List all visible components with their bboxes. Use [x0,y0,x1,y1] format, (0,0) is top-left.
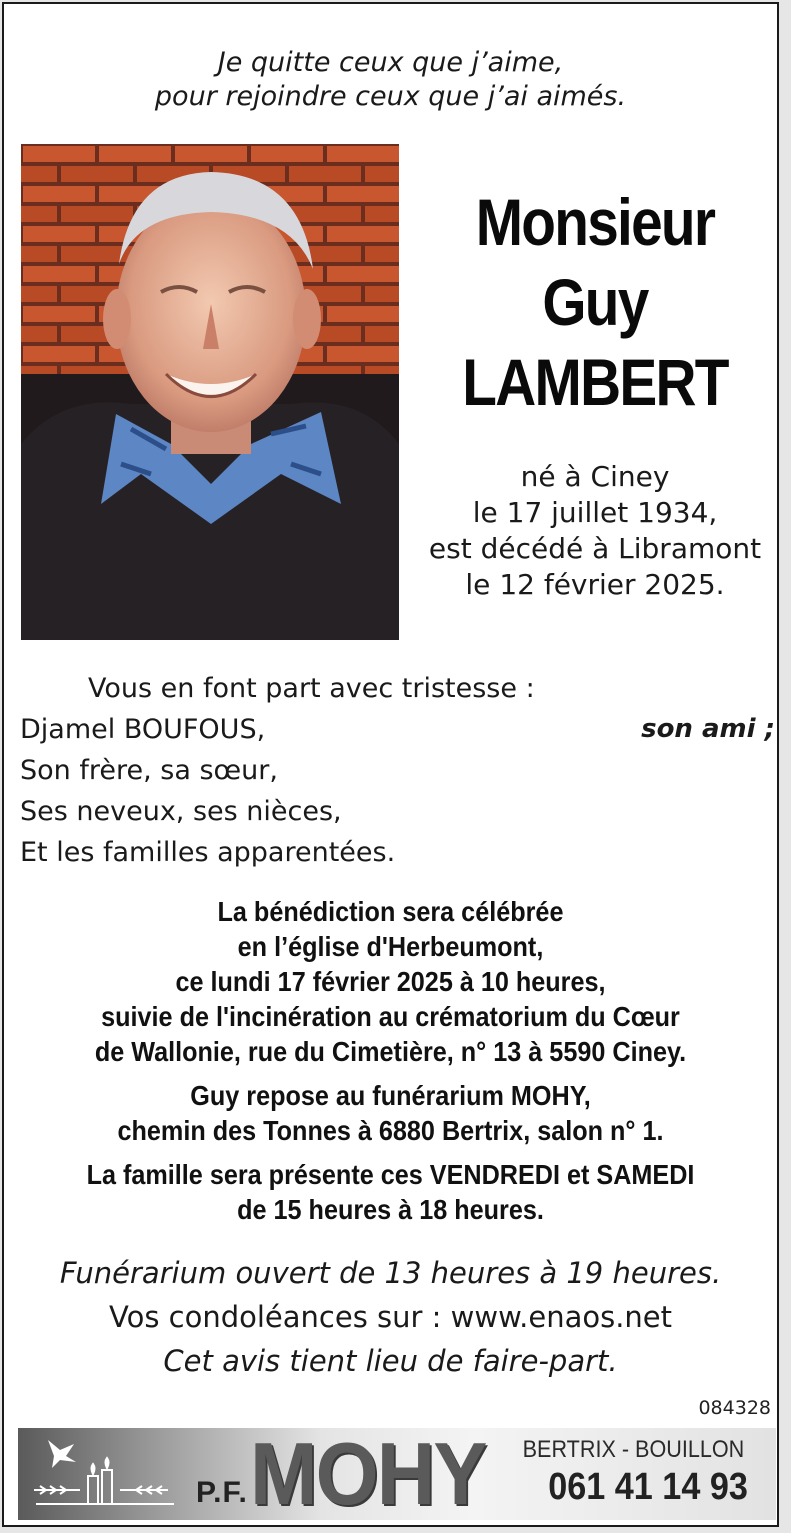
ceremony-line: La bénédiction sera célébrée [217,896,564,927]
quote-line-2: pour rejoindre ceux que j’ai aimés. [154,81,627,112]
ceremony-line: suivie de l'incinération au crématorium du Cœur [101,1001,680,1032]
funeral-home-hours: Funérarium ouvert de 13 heures à 19 heures. [59,1256,722,1290]
portrait-photo [21,144,399,640]
epitaph-quote [4,46,777,114]
condolences-link[interactable]: Vos condoléances sur : www.enaos.net [108,1300,673,1334]
birth-death-info [409,459,779,603]
banner-icons [30,1434,180,1518]
repose-info [4,1078,777,1148]
family-intro: Vous en font part avec tristesse : [88,673,535,704]
quote-line-1: Je quitte ceux que j’aime, [217,47,564,78]
friend-name: Djamel BOUFOUS, [20,714,266,745]
first-name: Guy [542,265,648,339]
nephews-nieces: Ses neveux, ses nièces, [20,796,342,827]
service-details [4,894,777,1227]
deceased-name [409,182,779,422]
death-date: le 12 février 2025. [465,568,725,601]
family-announcement [20,668,777,873]
visitation-info [4,1157,777,1227]
death-place: est décédé à Libramont [428,532,762,565]
ceremony-line: ce lundi 17 février 2025 à 10 heures, [175,966,606,997]
funeral-home-logo: MOHY [250,1428,486,1520]
repose-line: Guy repose au funérarium MOHY, [190,1080,591,1111]
banner-locations: BERTRIX - BOUILLON [522,1436,744,1463]
ceremony-info [4,894,777,1069]
birth-date: le 17 juillet 1934, [472,496,718,529]
siblings: Son frère, sa sœur, [20,755,278,786]
last-name: LAMBERT [462,345,728,419]
visitation-line: La famille sera présente ces VENDREDI et SAMEDI [86,1159,695,1190]
banner-prefix: P.F. [196,1476,248,1509]
visitation-line: de 15 heures à 18 heures. [237,1194,544,1225]
obituary-notice [2,2,779,1527]
relatives: Et les familles apparentées. [20,837,396,868]
funeral-home-banner [18,1428,776,1520]
reference-number: 084328 [698,1397,771,1419]
repose-line: chemin des Tonnes à 6880 Bertrix, salon n° 1. [117,1115,664,1146]
notice-statement: Cet avis tient lieu de faire-part. [163,1344,618,1378]
friend-relation: son ami ; [641,714,775,744]
birth-place: né à Ciney [520,460,670,493]
closing-notes [4,1251,777,1383]
ceremony-line: de Wallonie, rue du Cimetière, n° 13 à 5590 Ciney. [94,1036,687,1067]
ceremony-line: en l’église d'Herbeumont, [237,931,544,962]
dove-icon [48,1440,76,1468]
olive-branch-icon [34,1486,174,1504]
candle-icon [88,1458,112,1504]
banner-phone[interactable]: 061 41 14 93 [548,1466,748,1508]
honorific: Monsieur [475,185,715,259]
